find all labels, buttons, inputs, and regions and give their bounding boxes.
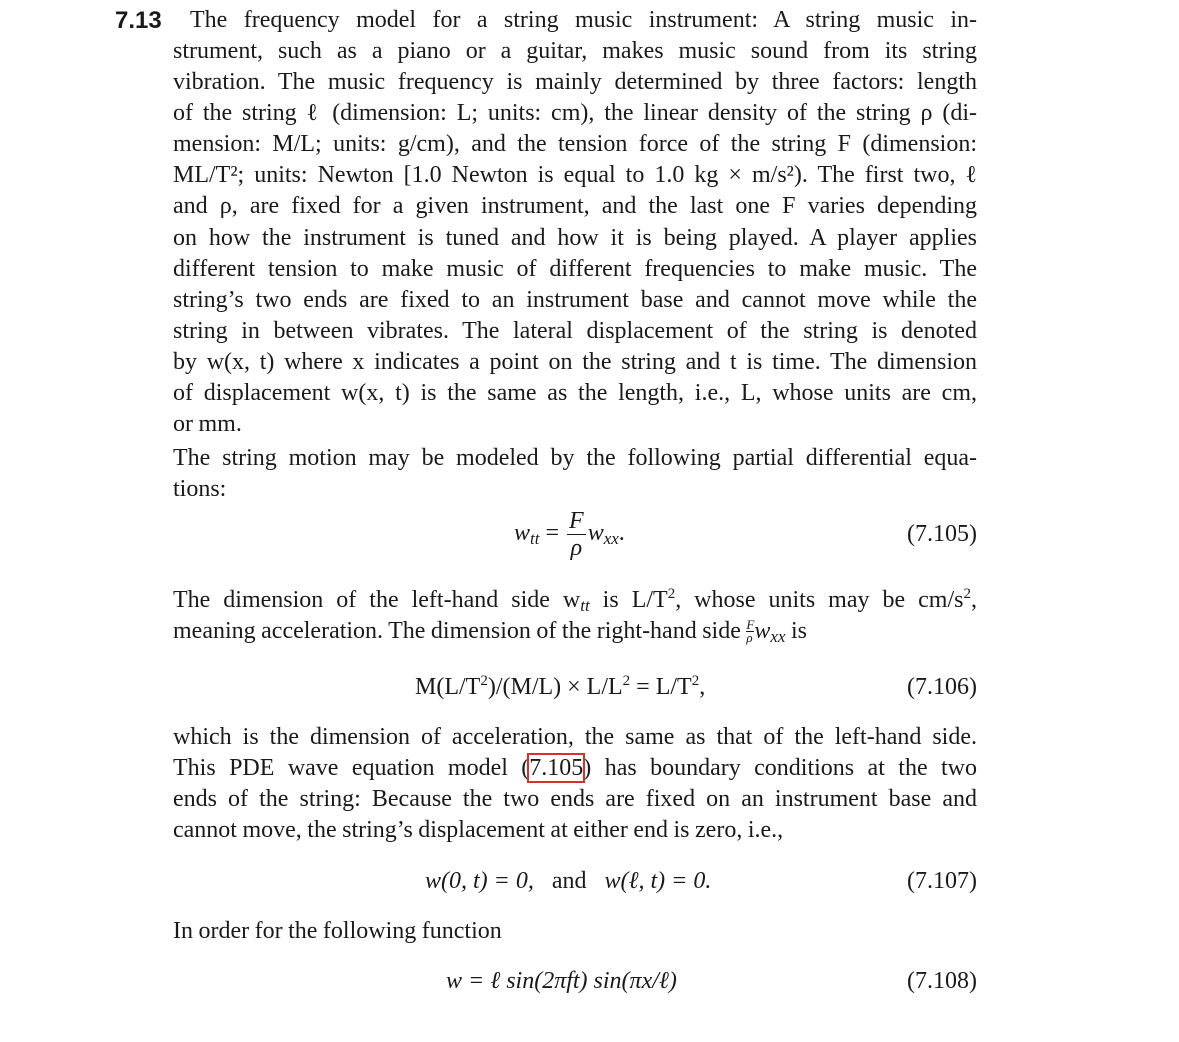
eq-lhs-sub: tt (530, 529, 540, 549)
text-line: string’s two ends are fixed to an instrument base and cannot move while the (173, 286, 977, 313)
equation-7-106: $M(L/T^2)/(M/L) \times L/L^2 = L/T^2$, (415, 673, 706, 700)
eq-fraction (567, 508, 586, 561)
fraction-denominator: ρ (567, 534, 586, 561)
equation-reference-link[interactable]: 7.105 (529, 755, 584, 782)
text-line: This PDE wave equation model (7.105) has boundary conditions at the two (173, 755, 977, 782)
text-line: meaning acceleration. The dimension of the right-hand side $\frac{F}{\rho}$ $w_{xx}$ is (173, 617, 807, 647)
text-line: of the string ℓ (dimension: L; units: cm), the linear density of the string ρ (di- (173, 100, 977, 127)
text-line: vibration. The music frequency is mainly determined by three factors: length (173, 69, 977, 96)
text-line: ends of the string: Because the two ends are fixed on an instrument base and (173, 786, 977, 813)
text-line: strument, such as a piano or a guitar, makes music sound from its string (173, 38, 977, 64)
text-line: mension: M/L; units: g/cm), and the tension force of the string F (dimension: (173, 131, 977, 158)
paragraph-model (173, 443, 977, 505)
text-line: on how the instrument is tuned and how it is being played. A player applies (173, 224, 977, 251)
fraction-numerator: F (569, 508, 584, 534)
paragraph-intro (173, 36, 977, 440)
problem-number: 7.13 (115, 7, 162, 34)
eq-rhs: w (587, 520, 604, 547)
text-line: which is the dimension of acceleration, the same as that of the left-hand side. (173, 724, 977, 750)
text-line: of displacement w(x, t) is the same as the length, i.e., L, whose units are cm, (173, 380, 977, 407)
equation-7-108: w = ℓ sin(2πft) sin(πx/ℓ) (446, 968, 677, 994)
text-line: and ρ, are fixed for a given instrument, and the last one F varies depending (173, 193, 977, 220)
text-line: cannot move, the string’s displacement at either end is zero, i.e., (173, 817, 784, 844)
equation-7-107: w(0, t) = 0, and w(ℓ, t) = 0. (425, 868, 712, 894)
equation-label-7-108: (7.108) (907, 968, 977, 994)
text-line: different tension to make music of different frequencies to make music. The (173, 255, 977, 282)
paragraph-dimension (173, 585, 977, 647)
text-line: or mm. (173, 411, 242, 438)
equation-7-105 (514, 508, 625, 561)
eq-equals: = (545, 520, 560, 547)
text-line: The dimension of the left-hand side $w_{tt}$ is $L/T^2$, whose units may be $cm/s^2$, (173, 586, 977, 615)
paragraph-boundary (173, 722, 977, 846)
eq-rhs-sub: xx (603, 529, 619, 549)
eq-lhs: w (514, 520, 531, 547)
text-line: The string motion may be modeled by the following partial differential equa- (173, 445, 977, 471)
paragraph-function (173, 916, 977, 947)
problem-first-line: The frequency model for a string music instrument: A string music in- (190, 7, 977, 33)
text-line: string in between vibrates. The lateral displacement of the string is denoted (173, 317, 977, 344)
equation-label-7-106: (7.106) (907, 674, 977, 700)
eq-period: . (618, 520, 625, 547)
equation-label-7-105: (7.105) (907, 521, 977, 547)
equation-label-7-107: (7.107) (907, 868, 977, 894)
text-line: tions: (173, 476, 227, 503)
text-line: by w(x, t) where x indicates a point on the string and t is time. The dimension (173, 348, 977, 375)
inline-fraction: $\frac{F}{\rho}$ (746, 617, 755, 646)
text-line: ML/T²; units: Newton [1.0 Newton is equal to 1.0 kg × m/s²). The first two, ℓ (173, 162, 977, 189)
text-line: In order for the following function (173, 918, 502, 944)
